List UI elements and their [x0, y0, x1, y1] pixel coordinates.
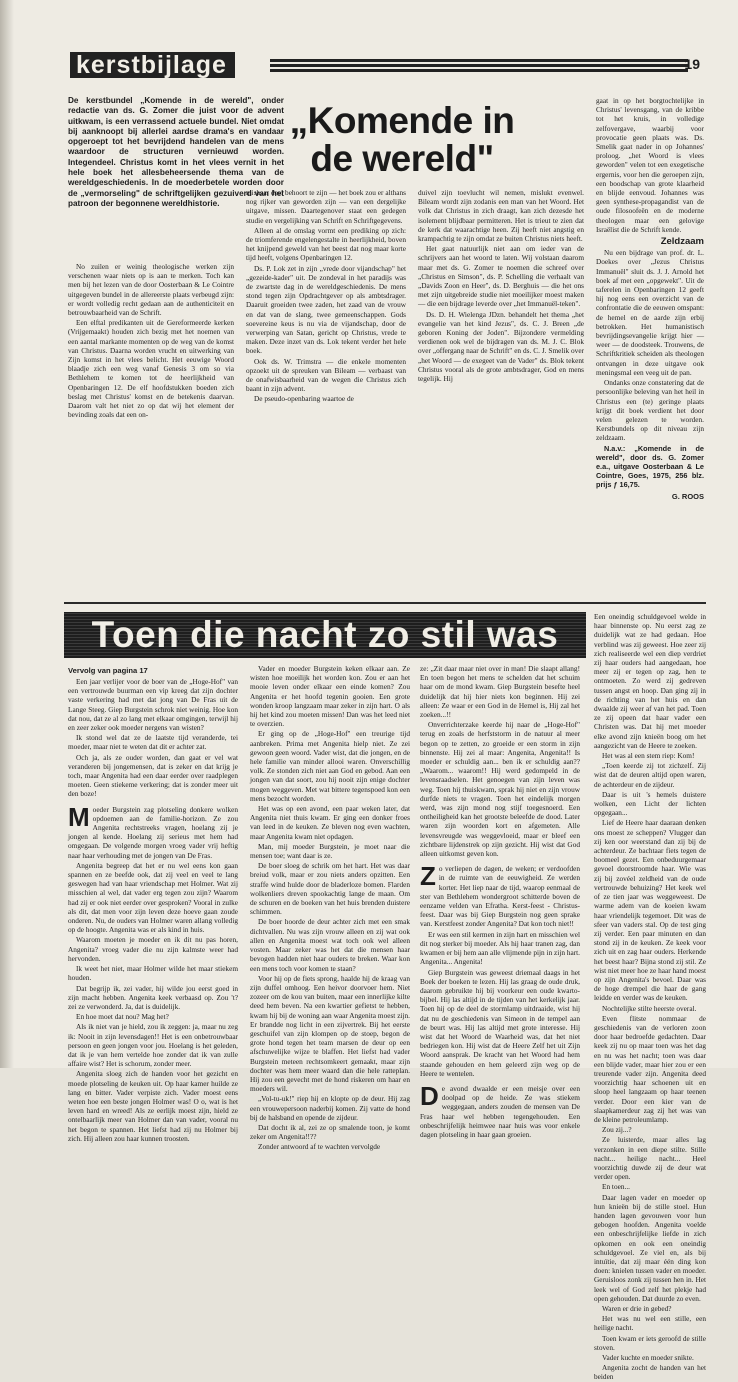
paragraph: Een oneindig schuldgevoel welde in haar binnenste op. Nu eerst zag ze duidelijk wat ze had gedaan. Hoe verblind was zij geweest. Hoe zeer zij zich realiseerde wel een diep verdriet zij haar ouders had aangedaan, hoe meer zij er tegen op zag, hen te ontmoeten. Zo werd zij gedreven tussen angst en hoop. Dan ging zij in de richting van het huis en dan dwaalde zij weer af van het pad. Toen ze zij opeen dat haar vader een Christen was. Dat hij met moeder elke avond zijn knieën boog om het aangezicht van de Heere te zoeken. — [594, 612, 706, 750]
paragraph: Alleen al de omslag vormt een prediking op zich: de triomferende engelengestalte in heerlijkheid, boven het knijpend geweld van het beest dat nog maar korte tijd heeft, volgens Openbaringen 12. — [246, 225, 406, 263]
paragraph: Vader en moeder Burgstein keken elkaar aan. Ze wisten hoe moeilijk het worden kon. Zou er aan het mooie leven onder elkaar een einde komen? Zou Angenita er het hoofd tegenin gooien. Een grote wonden kroop langzaam maar zeker in zijn hart. O als hij het kind zou moeten missen! Dan was het leed niet te overzien. — [250, 664, 410, 729]
paragraph: Angenita zocht de handen van het beiden — [594, 1363, 706, 1382]
paragraph: Er ging op de „Hoge-Hof" een treurige tijd aanbreken. Prima met Angenita hielp niet. Ze zei gewoon geen woord. Vader wist, dat die jongen, en de hele familie van minder allooi waren. Onverschillig volk. Ze stonden zich niet aan God en gebod. Aan een jongen van dat soort, zou hij nooit zijn enige dochter mogen weggeven. Met wat bittere tegenspoed kon een mens bezocht worden. — [250, 729, 410, 803]
paragraph: Onverrichterzake keerde hij naar de „Hoge-Hof" terug en zoals de herfststorm in de natuur al meer begon op te zetten, zo groeide er een storm in zijn binnenste. Hij zei al maar: Angenita, Angenita!! Is moeder er schuldig aan... ben ik er schuldig aan?? „Waarom... waarom!! Hij werd gedompeld in de levensraadselen. Het genoegen van zijn leven was weg. Toen hij thuiskwam, sprak hij niet en zijn vrouw durfde niets te vragen. Toen het eindelijk morgen werd, was zijn mond nog stijf toegesnoerd. Een ontheiligheid kan het grootste beleefde de dood. Later waren zijn woorden kort en afgemeten. Alle levensvreugde was weggevloeid, maar er bleef een zichtbare lijdenstrek op zijn gezicht. Hij wist dat God alleen uitkomst geven kon. — [420, 720, 580, 859]
paragraph: Giep Burgstein was geweest driemaal daags in het Boek der boeken te lezen. Hij las graag de oude druk, daarom gebruikte hij bij voorkeur een oude kwarto-bijbel. Hij las altijd in de tijden van het kerkelijk jaar. Toen hij op de deel de stormlamp uitdraaide, wist hij dat nu de geschiedenis van Simeon in de tempel aan de beurt was. Hij las altijd met grote interesse. Hij wist dat het Woord de Waarheid was, dat het niet bedriegen kon. Hij wist dat de Heere Zelf het uit Zijn Woord aansprak. De kracht van het Woord had hem staande gehouden en hem geleerd zijn weg op de Heere te wentelen. — [420, 967, 580, 1078]
page-gutter-shadow — [0, 0, 14, 1068]
paragraph: Even flitste nommaar de geschiedenis van de verloren zoon door haar bedroefde gedachten. Daar keek zij nu op maar toen was het dag en nu was het nacht; toen was daar een blijde vader, maar hier zou er een treurende vader zijn. Angenita deed voorzichtig haar schoenen uit en sloop heel langzaam op haar teenen verder. Door een kier van de slaapkamerdeur zag zij het was van de kleine petroleumlamp. — [594, 1013, 706, 1124]
paragraph: Waren er drie in gebed? — [602, 1304, 672, 1314]
paragraph: ze: „Zit daar maar niet over in man! Die slaapt allang! En toen begon het mens te schelden dat het schuim haar om de mond kwam. Giep Burgstein besefte heel duidelijk dat hij hier niets kon beginnen. Hij zei alleen: Ze waar er een God in de Hemel is, Hij zal het zoeken...!! — [420, 664, 580, 720]
paragraph: No zuilen er weinig theologische werken zijn verschenen waar niets op is aan te merken. Toch kan men bij het lezen van de door Oosterbaan & Le Cointre uitgegeven bundel in de allereerste plaats verbeugd zijn: er wordt volledig recht gedaan aan de authenticiteit en betrouwbaarheid van de Schrift. — [68, 262, 234, 318]
paragraph: gaat in op het borgtochtelijke in Christus' levensgang, van de kribbe tot het kruis, in volledige zelfovergave, waarbij voor provocatie geen plaats was. Ds. Smelik gaat nader in op Johannes' proloog. „het Woord is vlees geworden" velen tot een exegetische ergernis, voor hen die geroepen zijn, een boodschap van grote klaarheid en blijde eenvoud. Johannes was geen synthese-propagandist van de oude filosoofeën en de moderne theologen maar een gelovige Israëlist die de Schrift kende. — [596, 96, 704, 234]
drop-cap: Z — [420, 861, 436, 892]
paragraph: Toen kwam er iets geroofd de stille stoven. — [594, 1333, 706, 1352]
drop-cap: M — [68, 801, 90, 832]
paragraph: Nu een bijdrage van prof. dr. L. Doekes over „Jezus Christus Immanuël" sluit ds. J. J. Arnold het boek af met een „opgewekt". Uit de taferelen in Openbaringen 12 geeft hij nog eens een overzicht van de confrontatie die de eeuwen omspant: de hemel en de aarde zijn erbij betrokken. Het humanistisch bevrijdingsevangelie krijgt hier — weer — de doodsteek. Trouwens, de Schriftkritiek scheiden als theologen ontvangen in deze uitgave ook meningsmal een veeg uit de pan. — [596, 248, 704, 377]
paragraph: Als ik niet van je hield, zou ik zeggen: ja, maar nu zeg ik: Nooit in zijn levensdagen!! Het is een onbetrouwbaar persoon en geen jongen voor jou. Hoelang is het geleden, dat ik je van hem vertelde hoe zonder dat ik van zulle affaire wist? Het is schorum, zonder meer. — [68, 1022, 238, 1069]
paragraph — [420, 1080, 580, 1139]
paragraph: misbaar deel behoort te zijn — het boek zou er althans nog rijker van geworden zijn — van een dergelijke uitgave, missen. Daartegenover staat een gedegen studie en vergelijking van Schrift en Schriftgegevens. — [246, 188, 406, 225]
paragraph: Dat begrijp ik, zei vader, hij wilde jou eerst goed in zijn macht hebben. Angenita keek verbaasd op. Zou 't? zei ze verwonderd. Ja, dat is duidelijk. — [68, 983, 238, 1011]
paragraph: Nochtelijke stilte heerste overal. — [602, 1003, 697, 1013]
article1-column-4 — [596, 96, 704, 588]
paragraph: Daar is uit 's hemels duistere wolken, een Licht der lichten opgegaan... — [594, 789, 706, 818]
paragraph-text: e avond dwaalde er een meisje over een doolpad op de heide. Ze was stiekem weggegaan, anders zouden de mensen van De Fras haar wel hebben tegengehouden. Een onbeschrijfelijk heimwee naar huis was voor enkele dagen plotseling in haar gaan groeien. — [420, 1083, 580, 1139]
paragraph: Voor hij op de fiets sprong, haalde hij de kraag van zijn duffel omhoog. Een heivor doorvoer hem. Niet zozeer om de kou van buiten, maar een innerlijke kilte deed hem beven. Na een kwartier gefietst te hebben, kwam hij bij de woning aan waar Angenita moest zijn. Er brandde nog licht in een zijvertrek. Bij het eerste geschuifel van zijn klompen op de stoep, begon de grote hond tegen het team marsen de deur op een afschuwelijke wijze te blaffen. Het liefst had vader Burgstein meteen rechtsomkeert gemaakt, maar zijn dochter was hem meer waard dan die hele ratteplan. Hij zou een gevecht met de hond riskeren om haar en moeders wil. — [250, 973, 410, 1094]
paragraph: En toen... — [602, 1182, 630, 1192]
article1-column-1 — [68, 262, 234, 587]
paragraph: Het was op een avond, een paar weken later, dat Angenita niet thuis kwam. Er ging een donker froes van leed in de keuken. Ze bleven nog even wachten, maar Angenita kwam niet opdagen. — [250, 804, 410, 841]
header-rule — [270, 58, 688, 72]
paragraph: De pseudo-openbaring waartoe de — [254, 394, 354, 404]
article1-column-2 — [246, 188, 406, 588]
article2-column-2 — [250, 664, 410, 1152]
paragraph: Zonder antwoord af te wachten vervolgde — [258, 1142, 381, 1152]
article2-column-1 — [68, 677, 238, 1143]
article2-column-4 — [594, 612, 706, 1382]
paragraph: Ik stond wel dat ze de laatste tijd veranderde, tei moeder, maar niet te weten dat dit er achter zat. — [68, 733, 238, 752]
article1-title: „Komende in de wereld" — [289, 100, 515, 179]
paragraph: Angenita sloeg zich de handen voor het gezicht en moede plotseling de keuken uit. Op haar kamer huilde ze lang en bitter. Vader verpiste zich. Vader moest eens weten hoe een beste jongen Holmer was! O o, wat is het leven hard en wreed! Als ze eerlijk moest zijn, hield ze ontelbaarlijk meer van Holmer dan van vader, vooral nu het begon te spannen. Het liefst had zij nu Holmer bij zich. Hij alleen zou haar kunnen troosten. — [68, 1069, 238, 1143]
article2-column-3 — [420, 664, 580, 1139]
paragraph: „Vol-tu-uk!" riep hij en klopte op de deur. Hij zag een vrouwepersoon naderbij komen. Zij vatte de hond bij de halsband en opende de zijdeur. — [250, 1094, 410, 1122]
section-title: kerstbijlage — [70, 52, 235, 78]
paragraph: Ik weet het niet, maar Holmer wilde het maar stiekem houden. — [68, 964, 238, 983]
paragraph: Vader kuchte en moeder snikte. — [602, 1353, 694, 1363]
paragraph: Ze luisterde, maar alles lag verzonken in een diepe stilte. Stille nacht... heilige nacht... Heel voorzichtig duwde zij de deur wat verder open. — [594, 1135, 706, 1182]
paragraph: Zou zij...? — [602, 1125, 632, 1135]
book-info: N.a.v.: „Komende in de wereld", door ds. G. Zomer e.a., uitgave Oosterbaan & Le Cointre, Goes, 1975, 256 blz. prijs ƒ 16,75. — [596, 443, 704, 490]
paragraph: Ds. P. Lok zet in zijn „vrede door vijandschap" het „gezeide-kader" uit. De zondeval in het paradijs was de zwartste dag in de wereldgeschiedenis. De mens stond tegen zijn Opdrachtgever op als ambtsdrager. Daaruit groeiden twee zaden, het zaad van de vrouw en dat van de slang, twee gemeenschappen. Gods soevereine keus is nu via de vijandschap, door de verwerping van Satan, gericht op Christus, vrede te maken. Deze inzet van ds. Lok tekent verder het hele boek. — [246, 263, 406, 356]
drop-cap: D — [420, 1080, 439, 1111]
author-signature: G. ROOS — [671, 491, 704, 501]
paragraph-text: o verliepen de dagen, de weken; er verdoofden in de ruimte van de eeuwigheid. Ze werden korter. Het liep naar de tijd, waarop eenmaal de ster van Bethlehem wondergroot schitterde boven de eenzame velden van Efratha. Kerst-feest - Christus-feest. Daar was bij Giep Burgstein nog geen sprake van. Kerstfeest zonder Angenita? Dat kon toch niet!! — [420, 864, 580, 929]
paragraph — [68, 801, 238, 860]
paragraph: Dat docht ik al, zei ze op smalende toon, je komt zeker om Angenita!!?? — [250, 1122, 410, 1142]
paragraph: Een elftal predikanten uit de Gereformeerde kerken (Vrijgemaakt) houden zich bezig met het noemen van een aantal markante momenten op de weg van de komst van Christus. Daarna worden vrucht en uitwerking van Zijn komst in het vlees belicht. Het eeuwige Woord blaadje zich een weg vanaf Genesis 3 om so via Bethlehem te komen tot de heerlijkheid van Openbaringen 12. De elf hoofdstukken boeden zich beslag met Christus' komst en de betekenis daarvan. Daarom valt het niet zo op dat wij het element der bevinding zoals dat een on- — [68, 318, 234, 420]
subheading: Zeldzaam — [660, 236, 704, 248]
article1-intro: De kerstbundel „Komende in de wereld", onder redactie van ds. G. Zomer die juist voor de advent uitkwam, is een verrassend actuele bundel. Niet omdat bij aanknoopt bij allerlei aardse drama's en vandaar opgeroept tot het bevrijdend handelen van de mens waardoor de structuren vernieuwd worden. Integendeel. Christus komt in het vlees vernit in het hele boek het allesbeheersende thema van de wereldgeschiedenis. In de moederbetele worden door de „vermorseling" de schriftgelijken gezuiverd van het patroon der begonnene wereldhistorie. — [68, 96, 284, 208]
paragraph: Waarom moeten je moeder en ik dit nu pas horen, Angenita? vroeg vader die nu zijn kalmste weer had hervonden. — [68, 935, 238, 963]
paragraph: Ondanks onze constatering dat de persoonlijke beleving van het heil in Christus een (te) geringe plaats krijgt dit boek verdient het door velen gelezen te worden. Kerstbundels op dit niveau zijn zeldzaam. — [596, 378, 704, 443]
paragraph: Het was al een stem riep: Kom! — [602, 751, 695, 761]
paragraph: Het was nu wel een stille, een heilige nacht. — [594, 1314, 706, 1333]
paragraph: Ds. D. H. Wielenga JDzn. behandelt het thema „het evangelie van het kind Jezus", ds. C. J. Breen „de geboren Koning der Joden". Bijzondere vermelding verdienen ook wel de bijdragen van ds. M. J. C. Blok over „offergang naar de Schrift" en ds. C. J. Smelik over „het Woord — de exegeet van de Vader" ds. Blok tekent Christus vooral als de grote ambtsdrager, God en mens tegelijk. Hij — [418, 309, 584, 384]
article2-banner — [64, 612, 586, 658]
article-divider — [64, 602, 706, 604]
paragraph: „Toen keerde zij tot zichzelf. Zij wist dat de deuren altijd open waren, de achterdeur en de zijdeur. — [594, 761, 706, 789]
paragraph: duivel zijn toevlucht wil nemen, mislukt evenwel. Bileam wordt zijn zodanis een man van het Woord. Het volk dat Christus in zich draagt, kan zich dezesde het isolement blijdbaar permitteren. Het is trieut te zien dat de kerk dat waarachtige heen. Zij heeft niet angstig en krampachtig te zijn omdat ze buiten Christus niets heeft. — [418, 188, 584, 244]
continued-from: Vervolg van pagina 17 — [68, 666, 148, 675]
paragraph: Och ja, als ze ouder worden, dan gaat er vel wat veranderen bij jongemensen, dat is zeker en dat krijg je toch, maar Angenita had een daar eerder over raadplegen moeten. Geen stiekeme verkering; dat is zonder meer uit den boze! — [68, 752, 238, 799]
paragraph: Lief de Heere haar daaraan denken ons moest ze scheppen? Vlugger dan zij ken oor weerstand dan zij bij de achterdeur. Ze bachtaar fiets tegen de boomeel gezet. Een onbeduurgemaar gevoel doorstroomde haar. Wie was zij bij zovéel zeldheid van de oude vertrouwde behuizing? Het keek wel of ze tien jaar was weggeweest. De warme adem van de koeien kwam haar vriendelijk tegemoet. Dit was de sfeer van vaders stal. Op de test ging zij verder. Een paar minuten en dan stond zij in de keuken. Ze keek voor zich uit en zag haar ouders. Herkende het beest haar? Bijna stond zij stil. Ze wist niet meer hoe ze haar hand moest op zijn Angenita's bevoel. Daar was de hoge drempel die haar de gang leidde en verder was de keuken. — [594, 818, 706, 1003]
paragraph: Angenita begreep dat het er nu wel eens kon gaan spannen en ze beefde ook, dat zij veel en veel te lang geswegen had van haar vriendschap met Holmer. Wat zij misschien al wel, dat vader erg tegen zou zijn? Waarom had zij er ook niet eerder over gesproken? Vooral in zulke als dit, dat men voor zijn leven deze hoeve gaan zoude onderen. Nu, de ouders van Holmer waren allang volledig op de hoogte. Angenita was er als kind in huis. — [68, 860, 238, 935]
paragraph-text: oeder Burgstein zag plotseling donkere wolken opdoemen aan de familie-horizon. Ze zou Angenita rechtstreeks vragen, hoelang zij je jongen al kende. Hoelang zij serieus met hem had omgegaan. De volgende morgen vroeg vader vrij heftig naar haar verhouding met de jongen van De Fras. — [68, 804, 238, 860]
paragraph: Man, mij moeder Burgstein, je moet naar die mensen toe; want daar is ze. — [250, 841, 410, 861]
paragraph: Het gaat natuurlijk niet aan om ieder van de schrijvers aan het woord te laten. Wij volstaan daarom maar met ds. G. Zomer te noemen die schreef over „Christus en Simson", ds. P. Schelling die verhaalt van „Davids Zoon en Heer", ds. D. Berghuis — die het ons met zijn uitgebreide studie niet moeilijker moest maken — die een bijdrage leverde over „het Immanuël-teken". — [418, 244, 584, 309]
page-header — [70, 52, 700, 82]
article1-column-3 — [418, 188, 584, 588]
paragraph: Daar lagen vader en moeder op hun knieën bij de stille stoel. Hun handen lagen gevouwen voor hun gebogen hoofden. Angenita voelde een onbeschrijfelijke liefde in zich opkomen en ook een oneindig schuldgevoel. Ze viel en, als bij intuïtie, dat zij maar één ding kon doen: knielen tussen vader en moeder. Geruisloos zonk zij tussen hen in. Het leek wel of God zelf het plekje had open gehouden. Dat duurde zo even. — [594, 1192, 706, 1303]
paragraph: Er was een stil kermen in zijn hart en misschien wel dit nog sterker bij moeder. Als hij haar tranen zag, dan kwamen er bij hem aan alle vlijmende pijn in zijn hart. Angenita... Angenita! — [420, 929, 580, 967]
paragraph: Een jaar verlijer voor de boer van de „Hoge-Hof" van een vertrouwde buurman een vip kreeg dat zijn dochter vaste verkering had met dat jong van De Fras uit de Lange Steeg. Giep Burgstein schrok niet weinig. Hoe kon dat nou, dat ze al zo lang met elkaar omgingen, terwijl hij en zeer zeker ook moeder nergens van wisten? — [68, 677, 238, 733]
paragraph: De boer sloeg de schrik om het hart. Het was daar breiud volk, maar er zou niets anders opzitten. Een straffe wind hulde door de bladerloze bomen. Flarden wolkenliers dreven spookachtig lange de maan. Om de schuren en de boeken van het huis brenden duistere schimmen. — [250, 861, 410, 917]
paragraph: De boer hoorde de deur achter zich met een smak dichtvallen. Nu was zijn vrouw alleen en zij wat ook allen en Angenita moest wat toch ook wel alleen vosten. Maar zeker was het dat die mensen haar bevogen hadden niet haar ouders te breken. Waar kon een mens toch voor komen te staan? — [250, 917, 410, 973]
article2-title: Toen die nacht zo stil was — [91, 614, 559, 655]
page-number: 19 — [684, 56, 700, 72]
paragraph: Ook ds. W. Trimstra — die enkele momenten opzoekt uit de spreuken van Bileam — verbaast van de onafwisbaarheid van de wegen die Christus zich baant in zijn advent. — [246, 356, 406, 394]
paragraph: En hoe moet dat nou? Mag het? — [76, 1012, 169, 1022]
paragraph — [420, 861, 580, 929]
